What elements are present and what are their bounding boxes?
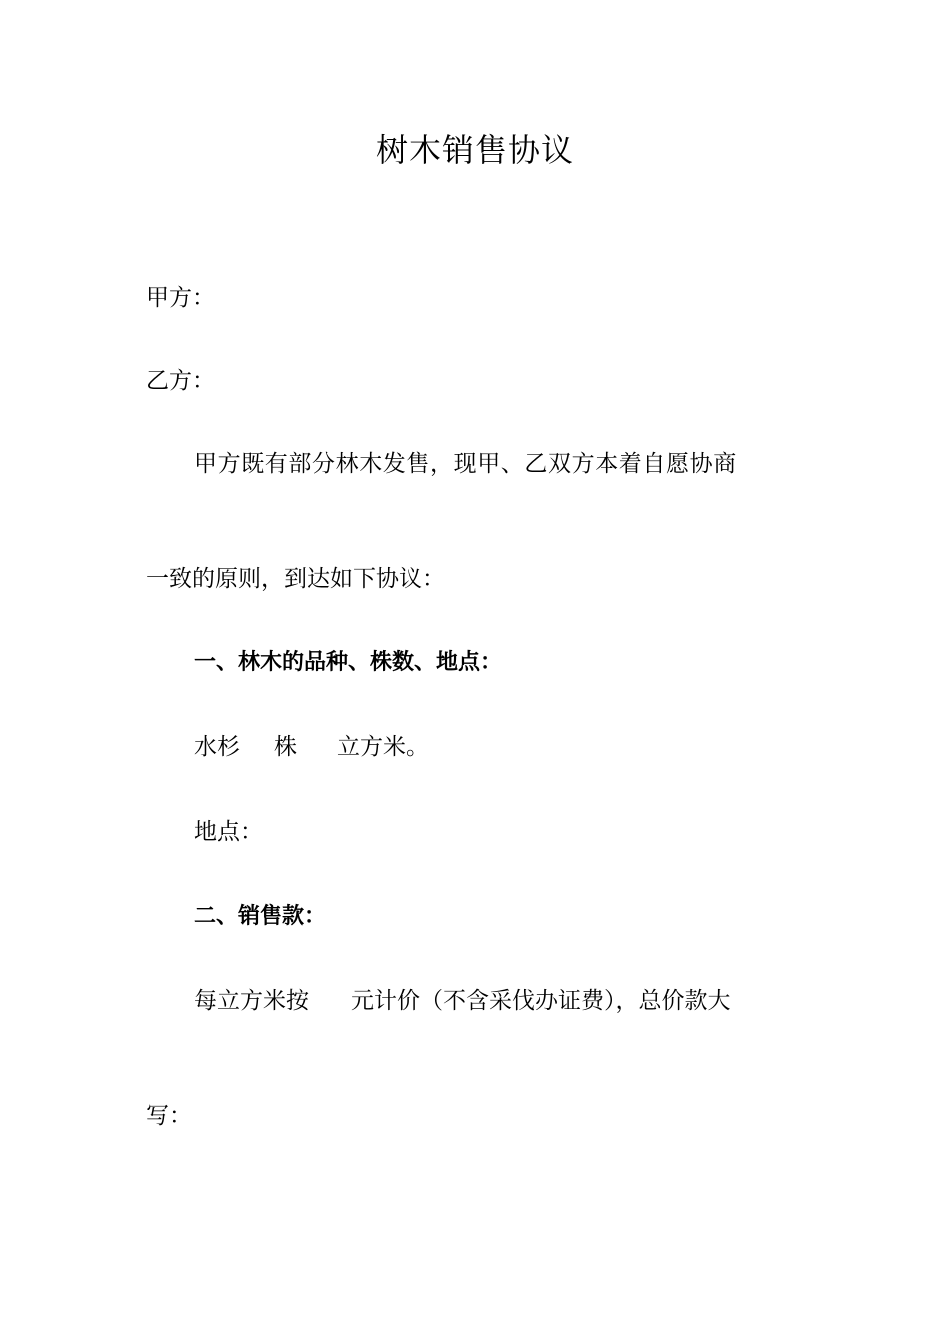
price-prefix: 每立方米按 <box>194 988 309 1014</box>
species-line <box>194 731 429 763</box>
section-2-heading: 二、销售款： <box>194 904 327 929</box>
intro-paragraph-line-2: 一致的原则，到达如下协议： <box>146 566 445 592</box>
party-b-label: 乙方： <box>146 368 215 394</box>
intro-paragraph-line-1: 甲方既有部分林木发售，现甲、乙双方本着自愿协商 <box>194 451 737 477</box>
price-line <box>194 985 731 1017</box>
unit-trees: 株 <box>274 734 297 760</box>
document-title: 树木销售协议 <box>375 131 574 169</box>
species-name: 水杉 <box>194 734 240 760</box>
unit-volume: 立方米。 <box>337 734 429 760</box>
location-label: 地点： <box>194 819 263 845</box>
party-a-label: 甲方： <box>146 285 215 311</box>
price-line-2: 写： <box>146 1103 192 1129</box>
section-1-heading: 一、林木的品种、株数、地点： <box>194 650 503 675</box>
price-suffix: 元计价（不含采伐办证费），总价款大 <box>351 988 731 1014</box>
